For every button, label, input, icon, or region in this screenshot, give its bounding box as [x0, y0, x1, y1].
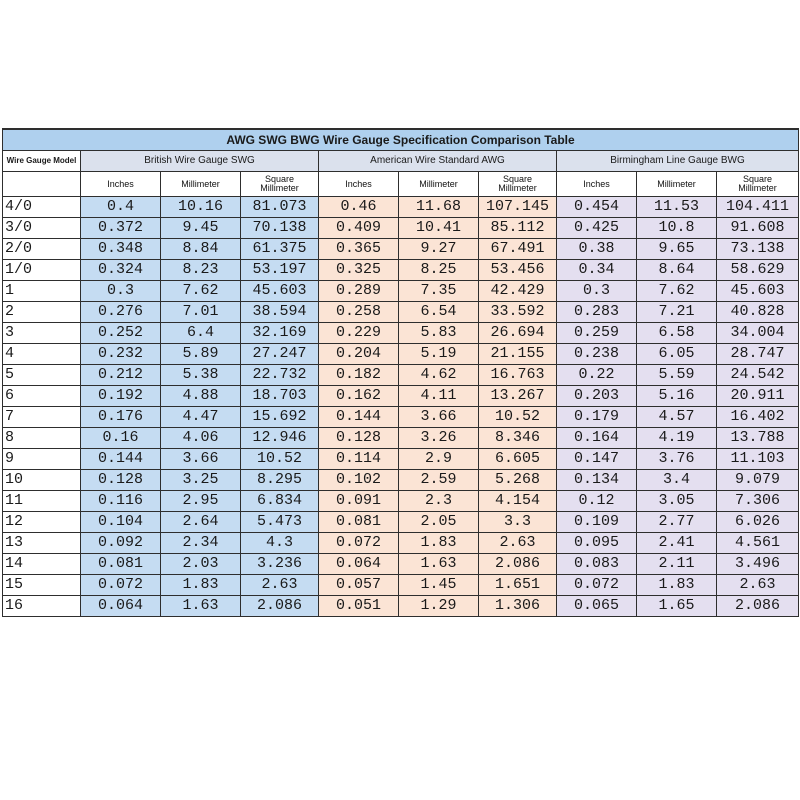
awg-inches-cell: 0.072 [319, 533, 399, 554]
bwg-millimeter-cell: 11.53 [637, 197, 717, 218]
bwg-millimeter-cell: 4.19 [637, 428, 717, 449]
table-row [3, 302, 799, 323]
bwg-square-millimeter-cell: 2.63 [717, 575, 799, 596]
swg-inches-cell: 0.3 [81, 281, 161, 302]
swg-millimeter-cell: 4.47 [161, 407, 241, 428]
swg-square-millimeter-cell: 45.603 [241, 281, 319, 302]
bwg-millimeter-cell: 4.57 [637, 407, 717, 428]
awg-square-millimeter-cell: 6.605 [479, 449, 557, 470]
gauge-cell: 13 [3, 533, 81, 554]
awg-square-millimeter-cell: 107.145 [479, 197, 557, 218]
bwg-square-millimeter-cell: 3.496 [717, 554, 799, 575]
gauge-cell: 12 [3, 512, 81, 533]
swg-millimeter-cell: 5.89 [161, 344, 241, 365]
swg-inches-cell: 0.081 [81, 554, 161, 575]
swg-inches-cell: 0.372 [81, 218, 161, 239]
bwg-square-millimeter-cell: 91.608 [717, 218, 799, 239]
awg-inches-cell: 0.409 [319, 218, 399, 239]
bwg-millimeter-cell: 6.05 [637, 344, 717, 365]
table-row [3, 470, 799, 491]
swg-inches-cell: 0.232 [81, 344, 161, 365]
awg-square-millimeter-cell: 21.155 [479, 344, 557, 365]
awg-millimeter-cell: 11.68 [399, 197, 479, 218]
bwg-millimeter-cell: 2.11 [637, 554, 717, 575]
gauge-cell: 2/0 [3, 239, 81, 260]
awg-millimeter-cell: 6.54 [399, 302, 479, 323]
bwg-square-millimeter-cell: 104.411 [717, 197, 799, 218]
table-row [3, 281, 799, 302]
awg-square-millimeter-cell: 8.346 [479, 428, 557, 449]
awg-inches-cell: 0.229 [319, 323, 399, 344]
bwg-inches-cell: 0.425 [557, 218, 637, 239]
swg-inches-cell: 0.348 [81, 239, 161, 260]
awg-millimeter-cell: 7.35 [399, 281, 479, 302]
bwg-inches-cell: 0.12 [557, 491, 637, 512]
swg-millimeter-header: Millimeter [161, 172, 241, 197]
swg-square-millimeter-cell: 53.197 [241, 260, 319, 281]
swg-millimeter-cell: 2.34 [161, 533, 241, 554]
swg-square-millimeter-cell: 12.946 [241, 428, 319, 449]
table-row [3, 575, 799, 596]
awg-square-millimeter-cell: 2.086 [479, 554, 557, 575]
gauge-cell: 2 [3, 302, 81, 323]
swg-square-millimeter-cell: 70.138 [241, 218, 319, 239]
awg-millimeter-cell: 4.62 [399, 365, 479, 386]
bwg-millimeter-cell: 10.8 [637, 218, 717, 239]
swg-square-millimeter-cell: 81.073 [241, 197, 319, 218]
bwg-inches-cell: 0.065 [557, 596, 637, 617]
bwg-inches-cell: 0.283 [557, 302, 637, 323]
awg-square-millimeter-cell: 4.154 [479, 491, 557, 512]
awg-millimeter-cell: 2.3 [399, 491, 479, 512]
awg-inches-cell: 0.057 [319, 575, 399, 596]
swg-square-millimeter-cell: 32.169 [241, 323, 319, 344]
gauge-unit-header-blank [3, 172, 81, 197]
bwg-square-millimeter-cell: 28.747 [717, 344, 799, 365]
table-row [3, 386, 799, 407]
swg-inches-cell: 0.064 [81, 596, 161, 617]
swg-inches-cell: 0.276 [81, 302, 161, 323]
bwg-millimeter-cell: 1.83 [637, 575, 717, 596]
awg-inches-cell: 0.289 [319, 281, 399, 302]
gauge-cell: 6 [3, 386, 81, 407]
gauge-cell: 3 [3, 323, 81, 344]
awg-millimeter-cell: 4.11 [399, 386, 479, 407]
bwg-square-millimeter-cell: 16.402 [717, 407, 799, 428]
bwg-millimeter-cell: 2.77 [637, 512, 717, 533]
swg-millimeter-cell: 6.4 [161, 323, 241, 344]
awg-inches-cell: 0.064 [319, 554, 399, 575]
awg-square-millimeter-cell: 67.491 [479, 239, 557, 260]
awg-square-millimeter-header: Square Millimeter [479, 172, 557, 197]
awg-square-millimeter-cell: 3.3 [479, 512, 557, 533]
awg-millimeter-header: Millimeter [399, 172, 479, 197]
bwg-square-millimeter-cell: 4.561 [717, 533, 799, 554]
awg-inches-cell: 0.114 [319, 449, 399, 470]
bwg-inches-cell: 0.164 [557, 428, 637, 449]
swg-square-millimeter-cell: 2.086 [241, 596, 319, 617]
swg-inches-cell: 0.092 [81, 533, 161, 554]
awg-inches-cell: 0.051 [319, 596, 399, 617]
swg-inches-cell: 0.176 [81, 407, 161, 428]
bwg-inches-cell: 0.134 [557, 470, 637, 491]
swg-inches-cell: 0.16 [81, 428, 161, 449]
bwg-inches-cell: 0.34 [557, 260, 637, 281]
table-body [3, 197, 799, 617]
bwg-millimeter-cell: 8.64 [637, 260, 717, 281]
swg-square-millimeter-cell: 4.3 [241, 533, 319, 554]
bwg-millimeter-cell: 7.62 [637, 281, 717, 302]
bwg-square-millimeter-cell: 73.138 [717, 239, 799, 260]
bwg-millimeter-header: Millimeter [637, 172, 717, 197]
bwg-square-millimeter-cell: 24.542 [717, 365, 799, 386]
gauge-cell: 11 [3, 491, 81, 512]
awg-inches-cell: 0.325 [319, 260, 399, 281]
table-row [3, 365, 799, 386]
bwg-group-header: Birmingham Line Gauge BWG [557, 151, 799, 172]
bwg-millimeter-cell: 2.41 [637, 533, 717, 554]
swg-millimeter-cell: 2.03 [161, 554, 241, 575]
swg-square-millimeter-cell: 61.375 [241, 239, 319, 260]
swg-inches-cell: 0.192 [81, 386, 161, 407]
bwg-square-millimeter-cell: 45.603 [717, 281, 799, 302]
gauge-cell: 5 [3, 365, 81, 386]
table-row [3, 218, 799, 239]
bwg-square-millimeter-header: Square Millimeter [717, 172, 799, 197]
swg-inches-cell: 0.128 [81, 470, 161, 491]
awg-inches-cell: 0.46 [319, 197, 399, 218]
table-row [3, 596, 799, 617]
bwg-square-millimeter-cell: 11.103 [717, 449, 799, 470]
bwg-inches-cell: 0.259 [557, 323, 637, 344]
awg-millimeter-cell: 5.83 [399, 323, 479, 344]
awg-square-millimeter-cell: 53.456 [479, 260, 557, 281]
bwg-millimeter-cell: 1.65 [637, 596, 717, 617]
swg-inches-cell: 0.252 [81, 323, 161, 344]
bwg-square-millimeter-cell: 2.086 [717, 596, 799, 617]
swg-inches-cell: 0.4 [81, 197, 161, 218]
bwg-inches-cell: 0.454 [557, 197, 637, 218]
table-row [3, 239, 799, 260]
table-row [3, 533, 799, 554]
gauge-cell: 1 [3, 281, 81, 302]
awg-millimeter-cell: 1.83 [399, 533, 479, 554]
title-row [3, 129, 799, 151]
awg-inches-cell: 0.182 [319, 365, 399, 386]
bwg-millimeter-cell: 5.16 [637, 386, 717, 407]
table-row [3, 554, 799, 575]
wire-gauge-model-header: Wire Gauge Model [3, 151, 81, 172]
table-row [3, 407, 799, 428]
swg-millimeter-cell: 9.45 [161, 218, 241, 239]
awg-square-millimeter-cell: 26.694 [479, 323, 557, 344]
swg-square-millimeter-cell: 6.834 [241, 491, 319, 512]
gauge-cell: 16 [3, 596, 81, 617]
bwg-millimeter-cell: 9.65 [637, 239, 717, 260]
awg-millimeter-cell: 10.41 [399, 218, 479, 239]
gauge-cell: 8 [3, 428, 81, 449]
bwg-square-millimeter-cell: 13.788 [717, 428, 799, 449]
bwg-inches-cell: 0.3 [557, 281, 637, 302]
gauge-cell: 9 [3, 449, 81, 470]
bwg-inches-header: Inches [557, 172, 637, 197]
awg-inches-cell: 0.128 [319, 428, 399, 449]
awg-inches-cell: 0.204 [319, 344, 399, 365]
swg-square-millimeter-cell: 22.732 [241, 365, 319, 386]
swg-millimeter-cell: 8.84 [161, 239, 241, 260]
gauge-cell: 10 [3, 470, 81, 491]
bwg-inches-cell: 0.109 [557, 512, 637, 533]
swg-inches-cell: 0.104 [81, 512, 161, 533]
bwg-inches-cell: 0.147 [557, 449, 637, 470]
awg-millimeter-cell: 1.63 [399, 554, 479, 575]
swg-square-millimeter-cell: 38.594 [241, 302, 319, 323]
bwg-millimeter-cell: 5.59 [637, 365, 717, 386]
table-row [3, 197, 799, 218]
swg-millimeter-cell: 4.88 [161, 386, 241, 407]
swg-millimeter-cell: 7.01 [161, 302, 241, 323]
awg-square-millimeter-cell: 13.267 [479, 386, 557, 407]
swg-inches-header: Inches [81, 172, 161, 197]
bwg-millimeter-cell: 3.05 [637, 491, 717, 512]
gauge-cell: 7 [3, 407, 81, 428]
awg-square-millimeter-cell: 16.763 [479, 365, 557, 386]
gauge-cell: 3/0 [3, 218, 81, 239]
awg-millimeter-cell: 5.19 [399, 344, 479, 365]
swg-square-millimeter-cell: 18.703 [241, 386, 319, 407]
wire-gauge-table [2, 128, 799, 617]
bwg-inches-cell: 0.095 [557, 533, 637, 554]
swg-millimeter-cell: 3.25 [161, 470, 241, 491]
swg-square-millimeter-cell: 15.692 [241, 407, 319, 428]
swg-inches-cell: 0.116 [81, 491, 161, 512]
gauge-cell: 4/0 [3, 197, 81, 218]
bwg-square-millimeter-cell: 58.629 [717, 260, 799, 281]
awg-inches-cell: 0.091 [319, 491, 399, 512]
bwg-inches-cell: 0.238 [557, 344, 637, 365]
swg-square-millimeter-cell: 2.63 [241, 575, 319, 596]
gauge-cell: 1/0 [3, 260, 81, 281]
table-row [3, 449, 799, 470]
awg-inches-header: Inches [319, 172, 399, 197]
swg-millimeter-cell: 2.64 [161, 512, 241, 533]
awg-square-millimeter-cell: 1.651 [479, 575, 557, 596]
swg-square-millimeter-cell: 27.247 [241, 344, 319, 365]
swg-square-millimeter-cell: 8.295 [241, 470, 319, 491]
table-row [3, 428, 799, 449]
swg-millimeter-cell: 4.06 [161, 428, 241, 449]
awg-square-millimeter-cell: 2.63 [479, 533, 557, 554]
awg-inches-cell: 0.162 [319, 386, 399, 407]
swg-square-millimeter-header: Square Millimeter [241, 172, 319, 197]
awg-square-millimeter-cell: 5.268 [479, 470, 557, 491]
swg-millimeter-cell: 7.62 [161, 281, 241, 302]
bwg-inches-cell: 0.38 [557, 239, 637, 260]
awg-group-header: American Wire Standard AWG [319, 151, 557, 172]
awg-millimeter-cell: 2.05 [399, 512, 479, 533]
bwg-inches-cell: 0.072 [557, 575, 637, 596]
bwg-square-millimeter-cell: 7.306 [717, 491, 799, 512]
bwg-square-millimeter-cell: 40.828 [717, 302, 799, 323]
table-row [3, 491, 799, 512]
gauge-cell: 15 [3, 575, 81, 596]
awg-square-millimeter-cell: 85.112 [479, 218, 557, 239]
bwg-inches-cell: 0.203 [557, 386, 637, 407]
table-row [3, 260, 799, 281]
awg-millimeter-cell: 1.45 [399, 575, 479, 596]
unit-header-row [3, 172, 799, 197]
bwg-square-millimeter-cell: 20.911 [717, 386, 799, 407]
table-row [3, 512, 799, 533]
swg-millimeter-cell: 2.95 [161, 491, 241, 512]
swg-square-millimeter-cell: 10.52 [241, 449, 319, 470]
awg-millimeter-cell: 2.59 [399, 470, 479, 491]
table-row [3, 344, 799, 365]
swg-inches-cell: 0.212 [81, 365, 161, 386]
swg-inches-cell: 0.072 [81, 575, 161, 596]
bwg-millimeter-cell: 7.21 [637, 302, 717, 323]
awg-square-millimeter-cell: 42.429 [479, 281, 557, 302]
awg-square-millimeter-cell: 10.52 [479, 407, 557, 428]
swg-millimeter-cell: 5.38 [161, 365, 241, 386]
swg-inches-cell: 0.144 [81, 449, 161, 470]
bwg-square-millimeter-cell: 34.004 [717, 323, 799, 344]
bwg-millimeter-cell: 3.76 [637, 449, 717, 470]
bwg-square-millimeter-cell: 6.026 [717, 512, 799, 533]
awg-square-millimeter-cell: 1.306 [479, 596, 557, 617]
awg-inches-cell: 0.258 [319, 302, 399, 323]
awg-millimeter-cell: 8.25 [399, 260, 479, 281]
bwg-millimeter-cell: 6.58 [637, 323, 717, 344]
awg-inches-cell: 0.365 [319, 239, 399, 260]
bwg-inches-cell: 0.083 [557, 554, 637, 575]
awg-millimeter-cell: 1.29 [399, 596, 479, 617]
awg-millimeter-cell: 3.26 [399, 428, 479, 449]
gauge-cell: 14 [3, 554, 81, 575]
table-title: AWG SWG BWG Wire Gauge Specification Comparison Table [3, 129, 799, 151]
swg-inches-cell: 0.324 [81, 260, 161, 281]
awg-square-millimeter-cell: 33.592 [479, 302, 557, 323]
awg-inches-cell: 0.102 [319, 470, 399, 491]
swg-group-header: British Wire Gauge SWG [81, 151, 319, 172]
swg-millimeter-cell: 10.16 [161, 197, 241, 218]
swg-millimeter-cell: 3.66 [161, 449, 241, 470]
swg-millimeter-cell: 8.23 [161, 260, 241, 281]
awg-millimeter-cell: 9.27 [399, 239, 479, 260]
swg-millimeter-cell: 1.63 [161, 596, 241, 617]
swg-millimeter-cell: 1.83 [161, 575, 241, 596]
gauge-cell: 4 [3, 344, 81, 365]
bwg-square-millimeter-cell: 9.079 [717, 470, 799, 491]
wire-gauge-comparison-sheet [2, 128, 798, 617]
bwg-inches-cell: 0.22 [557, 365, 637, 386]
swg-square-millimeter-cell: 5.473 [241, 512, 319, 533]
awg-millimeter-cell: 3.66 [399, 407, 479, 428]
table-header [3, 129, 799, 197]
bwg-millimeter-cell: 3.4 [637, 470, 717, 491]
table-row [3, 323, 799, 344]
awg-millimeter-cell: 2.9 [399, 449, 479, 470]
awg-inches-cell: 0.081 [319, 512, 399, 533]
swg-square-millimeter-cell: 3.236 [241, 554, 319, 575]
bwg-inches-cell: 0.179 [557, 407, 637, 428]
awg-inches-cell: 0.144 [319, 407, 399, 428]
group-header-row [3, 151, 799, 172]
